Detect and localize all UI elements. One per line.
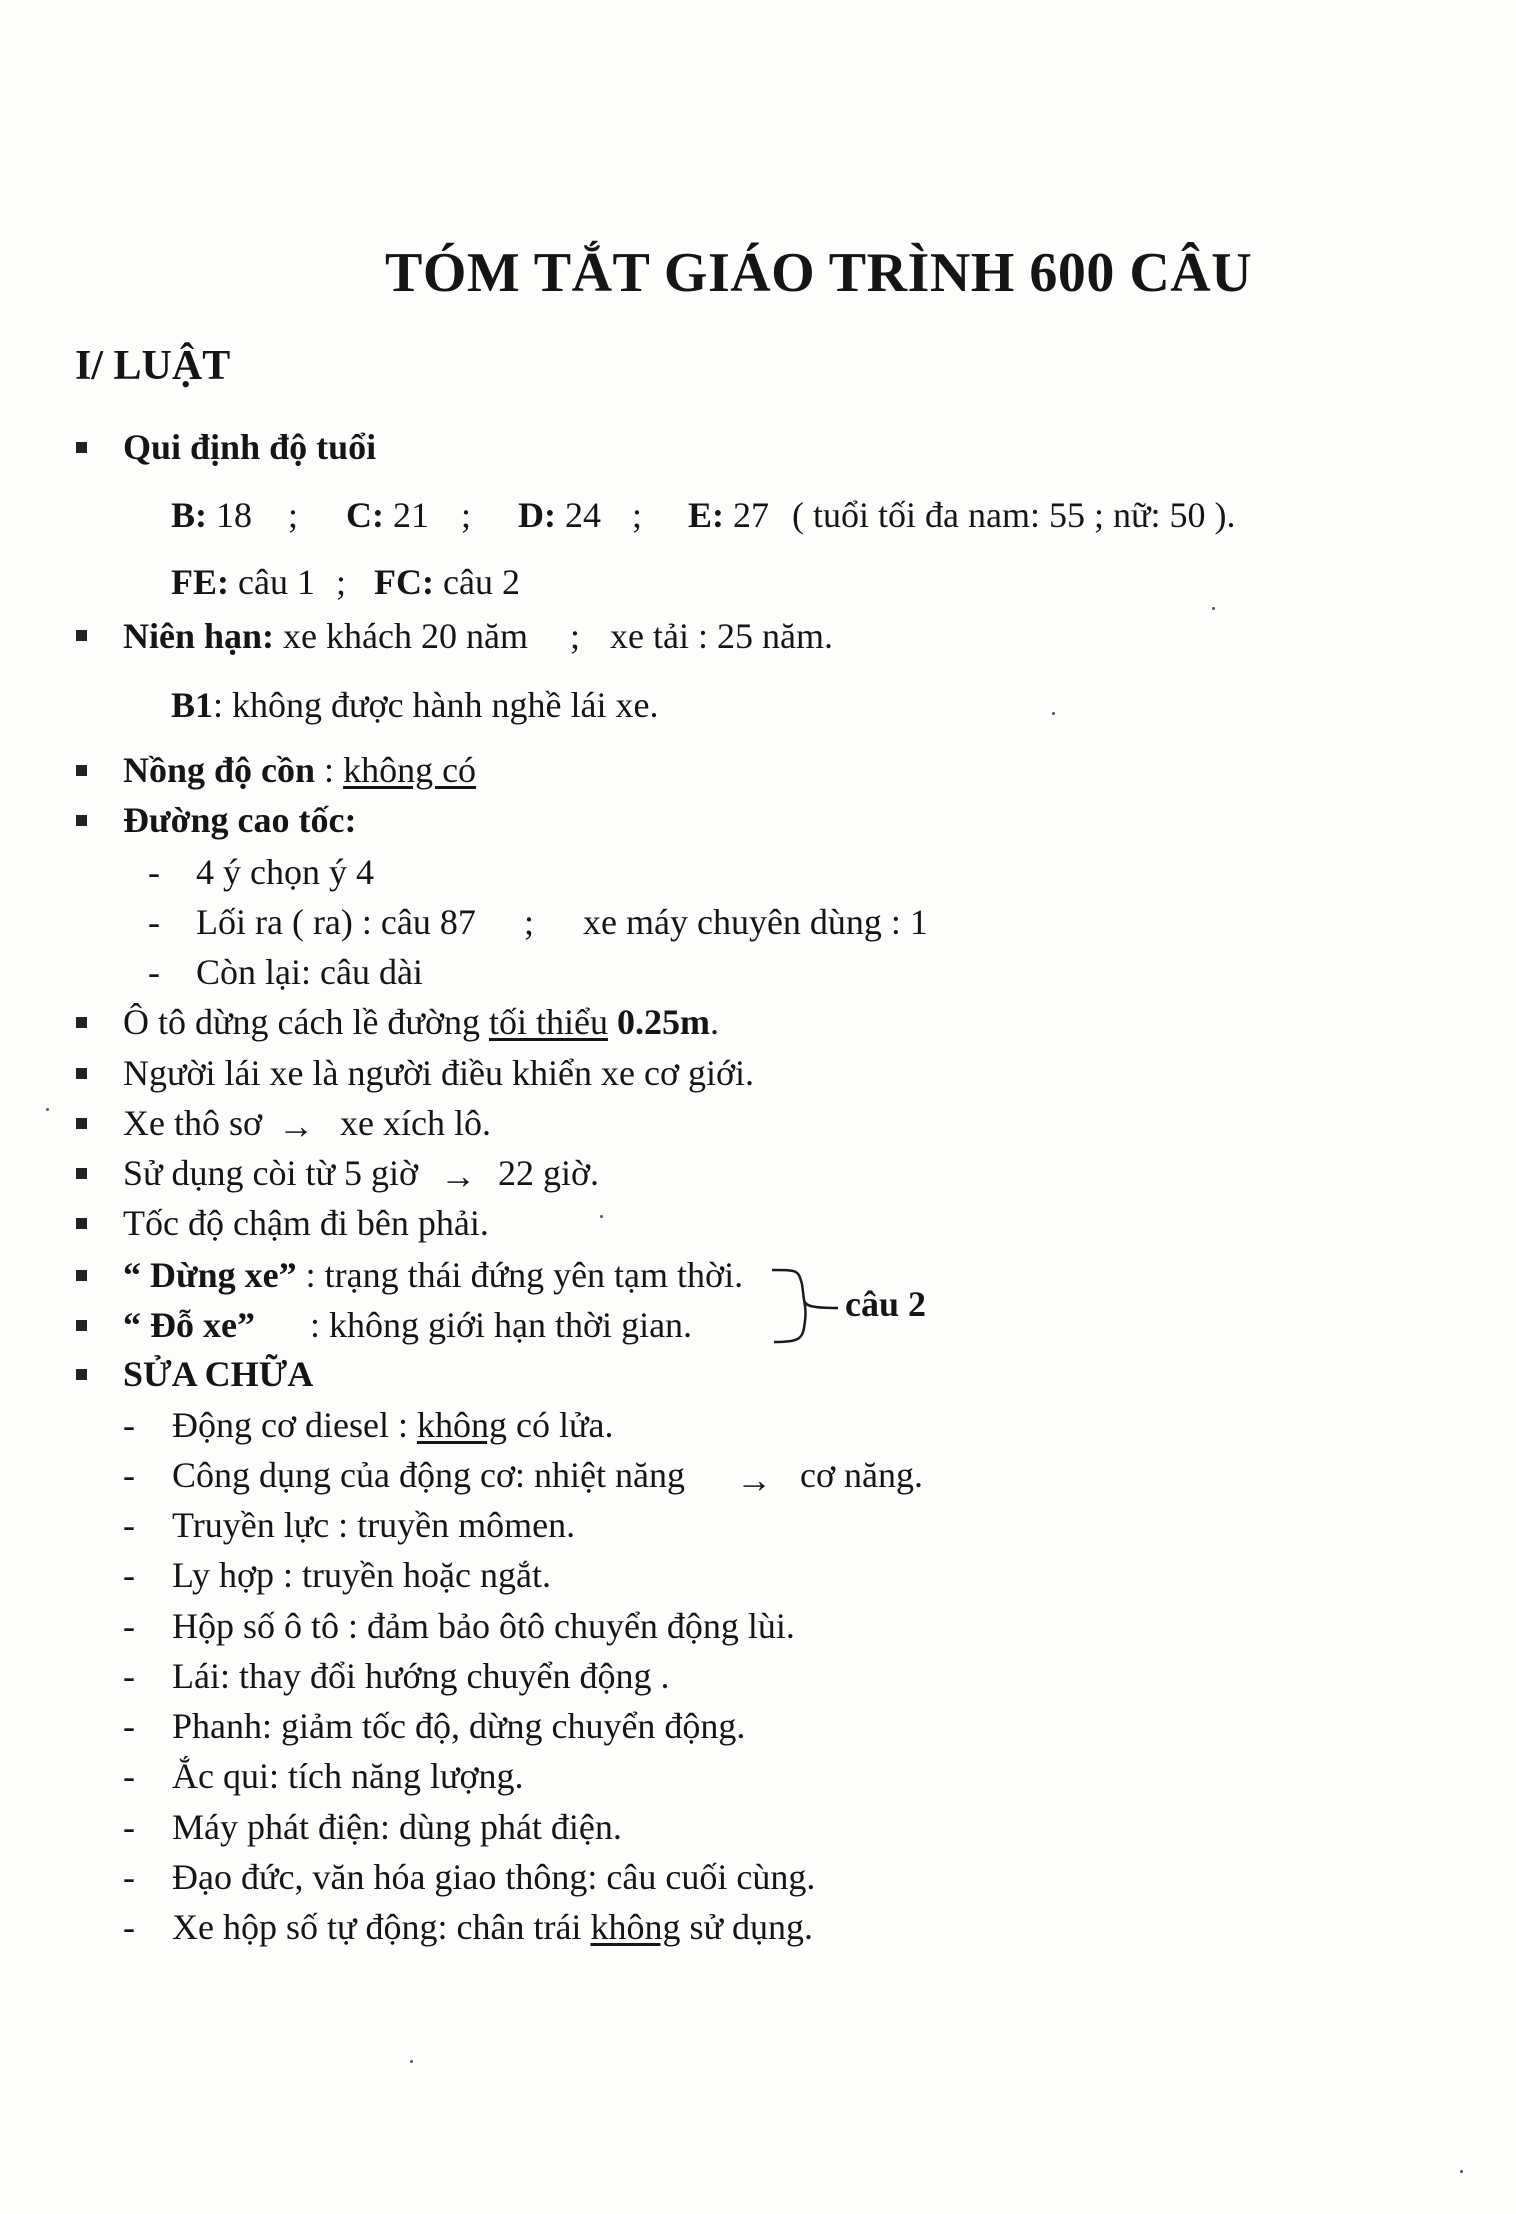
fc-line: FC: câu 2 (374, 562, 520, 602)
bullet-icon (76, 1118, 87, 1129)
separator: ; (288, 495, 299, 535)
dash-marker: - (123, 1756, 135, 1796)
cao-toc-item-3: Còn lại: câu dài (196, 952, 423, 992)
scan-speck (46, 1108, 49, 1111)
page-title: TÓM TẮT GIÁO TRÌNH 600 CÂU (385, 242, 1253, 304)
separator: ; (570, 616, 581, 656)
bullet-icon (76, 1369, 87, 1380)
sua-chua-item-target: cơ năng. (800, 1455, 923, 1495)
bullet-icon (76, 765, 87, 776)
separator: ; (461, 495, 472, 535)
xe-tho-so-target: xe xích lô. (340, 1103, 491, 1143)
dash-marker: - (123, 1405, 135, 1445)
arrow-icon: → (736, 1460, 772, 1500)
bullet-icon (76, 1270, 87, 1281)
scan-speck (1052, 712, 1055, 715)
dash-marker: - (123, 1656, 135, 1696)
dash-marker: - (123, 1555, 135, 1595)
scan-speck (600, 1215, 603, 1218)
cao-toc-heading: Đường cao tốc: (123, 800, 357, 840)
scan-speck (1460, 2170, 1463, 2173)
coi-line: Sử dụng còi từ 5 giờ (123, 1153, 419, 1193)
age-c: C: 21 (346, 495, 429, 535)
bullet-icon (76, 1320, 87, 1331)
cao-toc-item-2b: xe máy chuyên dùng : 1 (583, 902, 928, 942)
sua-chua-heading: SỬA CHỮA (123, 1354, 314, 1394)
sua-chua-item: Động cơ diesel : không có lửa. (172, 1405, 614, 1445)
bullet-icon (76, 630, 87, 641)
bullet-icon (76, 442, 87, 453)
nien-han-tai: xe tải : 25 năm. (610, 616, 833, 656)
dung-xe-line: “ Dừng xe” : trạng thái đứng yên tạm thời. (123, 1255, 744, 1295)
separator: ; (524, 902, 535, 942)
con-line: Nồng độ cồn : không có (123, 750, 477, 790)
sua-chua-item: Ắc qui: tích năng lượng. (172, 1756, 524, 1796)
age-heading: Qui định độ tuổi (123, 427, 377, 467)
bullet-icon (76, 1168, 87, 1179)
dash-marker: - (148, 952, 160, 992)
age-e: E: 27 (688, 495, 769, 535)
do-xe-line: “ Đỗ xe” (123, 1305, 255, 1345)
cau-2-label: câu 2 (845, 1284, 926, 1324)
coi-target: 22 giờ. (498, 1153, 600, 1193)
dash-marker: - (123, 1857, 135, 1897)
separator: ; (336, 562, 347, 602)
age-note: ( tuổi tối đa nam: 55 ; nữ: 50 ). (792, 495, 1236, 535)
toc-do-line: Tốc độ chậm đi bên phải. (123, 1203, 489, 1243)
sua-chua-item: Phanh: giảm tốc độ, dừng chuyển động. (172, 1706, 746, 1746)
scan-speck (410, 2060, 413, 2063)
dash-marker: - (123, 1505, 135, 1545)
bullet-icon (76, 815, 87, 826)
dash-marker: - (123, 1706, 135, 1746)
nien-han-line: Niên hạn: xe khách 20 năm (123, 616, 528, 656)
oto-dung-line: Ô tô dừng cách lề đường tối thiểu 0.25m. (123, 1002, 719, 1042)
sua-chua-item: Hộp số ô tô : đảm bảo ôtô chuyển động lùi. (172, 1606, 795, 1646)
bullet-icon (76, 1068, 87, 1079)
dash-marker: - (123, 1907, 135, 1947)
dash-marker: - (148, 852, 160, 892)
sua-chua-item: Lái: thay đổi hướng chuyển động . (172, 1656, 670, 1696)
sua-chua-item: Ly hợp : truyền hoặc ngắt. (172, 1555, 551, 1595)
nguoi-lai-line: Người lái xe là người điều khiển xe cơ giới. (123, 1053, 755, 1093)
do-xe-text: : không giới hạn thời gian. (310, 1305, 693, 1345)
age-d: D: 24 (518, 495, 601, 535)
brace-icon (768, 1266, 840, 1346)
dash-marker: - (148, 902, 160, 942)
sua-chua-item: Đạo đức, văn hóa giao thông: câu cuối cùng. (172, 1857, 816, 1897)
scan-speck (1212, 607, 1215, 610)
dash-marker: - (123, 1455, 135, 1495)
b1-line: B1: không được hành nghề lái xe. (171, 685, 659, 725)
separator: ; (632, 495, 643, 535)
age-b: B: 18 (171, 495, 252, 535)
sua-chua-item: Truyền lực : truyền mômen. (172, 1505, 576, 1545)
arrow-icon: → (278, 1106, 314, 1146)
dash-marker: - (123, 1606, 135, 1646)
sua-chua-item: Công dụng của động cơ: nhiệt năng (172, 1455, 685, 1495)
cao-toc-item-1: 4 ý chọn ý 4 (196, 852, 374, 892)
cao-toc-item-2: Lối ra ( ra) : câu 87 (196, 902, 476, 942)
fe-line: FE: câu 1 (171, 562, 315, 602)
section-heading-luat: I/ LUẬT (75, 343, 231, 389)
xe-tho-so-line: Xe thô sơ (123, 1103, 263, 1143)
arrow-icon: → (440, 1156, 476, 1196)
sua-chua-item: Máy phát điện: dùng phát điện. (172, 1807, 622, 1847)
bullet-icon (76, 1017, 87, 1028)
bullet-icon (76, 1218, 87, 1229)
sua-chua-item: Xe hộp số tự động: chân trái không sử dụng. (172, 1907, 813, 1947)
dash-marker: - (123, 1807, 135, 1847)
